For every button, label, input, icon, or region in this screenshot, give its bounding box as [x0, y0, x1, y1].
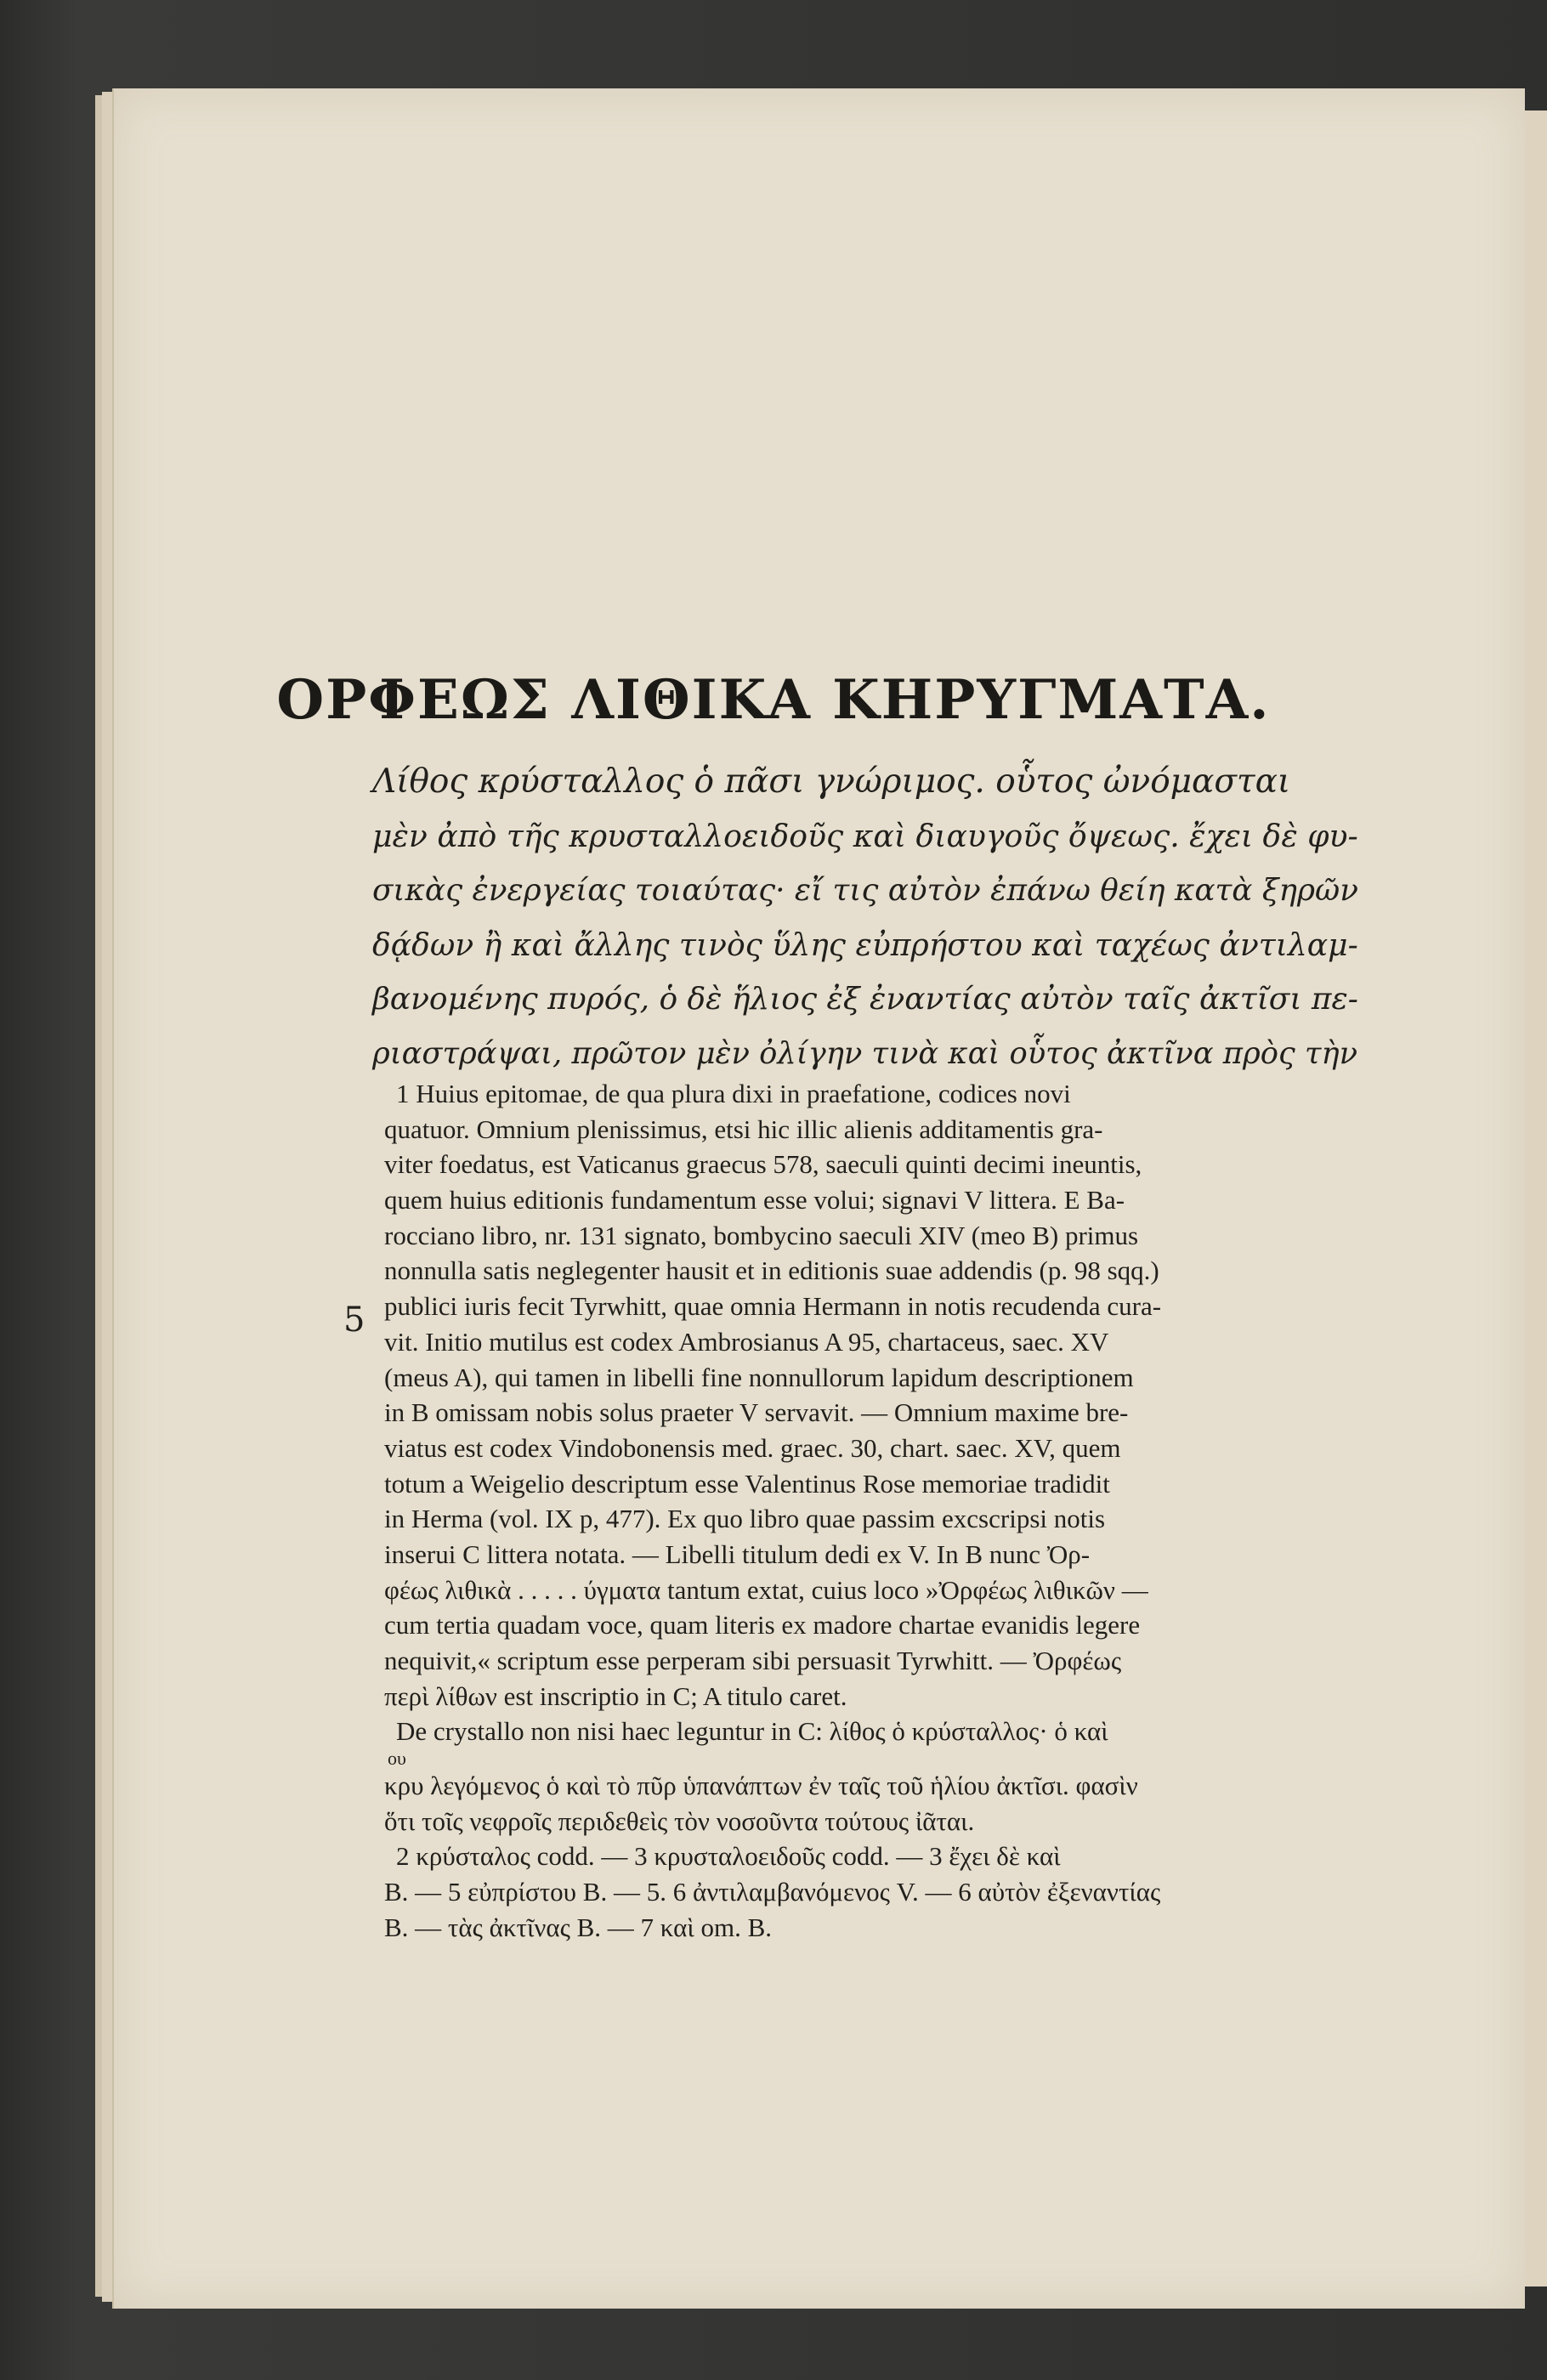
footnote-line: inserui C littera notata. — Libelli titulum dedi ex V. In B nunc Ὀρ- [384, 1538, 1091, 1569]
footnote-line: B. — τὰς ἀκτῖνας B. — 7 καὶ om. B. [384, 1912, 772, 1942]
footnote-line: rocciano libro, nr. 131 signato, bombycino saeculi XIV (meo B) primus [384, 1220, 1139, 1250]
footnote-line: κρυ λεγόμενος ὁ καὶ τὸ πῦρ ὑπανάπτων ἐν ταῖς τοῦ ἡλίου ἀκτῖσι. φασὶν [384, 1771, 1138, 1801]
footnote-line: nonnulla satis neglegenter hausit et in editionis suae addendis (p. 98 sqq.) [384, 1255, 1159, 1286]
greek-line: βανομένης πυρός, ὁ δὲ ἥλιος ἐξ ἐναντίας αὐτὸν ταῖς ἀκτῖσι πε- [372, 982, 1358, 1017]
footnote-line: vit. Initio mutilus est codex Ambrosianus A 95, chartaceus, saec. XV [384, 1326, 1109, 1357]
footnote-line: in B omissam nobis solus praeter V servavit. — Omnium maxime bre- [384, 1397, 1129, 1428]
footnote-line: ὅτι τοῖς νεφροῖς περιδεθεὶς τὸν νοσοῦντα τούτους ἰᾶται. [384, 1805, 975, 1836]
footnote-superscript: ου [388, 1748, 406, 1770]
footnote-line: totum a Weigelio descriptum esse Valentinus Rose memoriae tradidit [384, 1468, 1110, 1499]
footnote-line: viter foedatus, est Vaticanus graecus 578, saeculi quinti decimi ineuntis, [384, 1149, 1142, 1180]
page-title: ΟΡΦΕΩΣ ΛΙΘΙΚΑ ΚΗΡΥΓΜΑΤΑ. [276, 668, 1271, 732]
greek-line: μὲν ἀπὸ τῆς κρυσταλλοειδοῦς καὶ διαυγοῦς ὄψεως. ἔχει δὲ φυ- [372, 818, 1358, 854]
greek-text-block [372, 755, 1358, 1081]
footnote-line: cum tertia quadam voce, quam literis ex madore chartae evanidis legere [384, 1610, 1141, 1640]
footnote-line: quatuor. Omnium plenissimus, etsi hic illic alienis additamentis gra- [384, 1114, 1103, 1144]
footnote-line: viatus est codex Vindobonensis med. graec. 30, chart. saec. XV, quem [384, 1432, 1121, 1463]
footnotes-block [384, 1076, 1353, 1946]
greek-line: δᾴδων ἢ καὶ ἄλλης τινὸς ὕλης εὐπρήστου καὶ ταχέως ἀντιλαμ- [372, 926, 1358, 963]
footnote-line: 2 κρύσταλος codd. — 3 κρυσταλοειδοῦς codd. — 3 ἔχει δὲ καὶ [396, 1841, 1061, 1872]
greek-line: Λίθος κρύσταλλος ὁ πᾶσι γνώριμος. οὗτος ὠνόμασται [372, 762, 1291, 801]
greek-line: σικὰς ἐνεργείας τοιαύτας· εἴ τις αὐτὸν ἐπάνω θείη κατὰ ξηρῶν [372, 873, 1358, 908]
footnote-line: quem huius editionis fundamentum esse volui; signavi V littera. E Ba- [384, 1185, 1125, 1216]
line-number: 5 [343, 1300, 366, 1340]
footnote-line: 1 Huius epitomae, de qua plura dixi in praefatione, codices novi [396, 1079, 1071, 1108]
footnote-line: (meus A), qui tamen in libelli fine nonnullorum lapidum descriptionem [384, 1362, 1134, 1392]
footnote-line: publici iuris fecit Tyrwhitt, quae omnia Hermann in notis recudenda cura- [384, 1291, 1162, 1322]
footnote-line: nequivit,« scriptum esse perperam sibi persuasit Tyrwhitt. — Ὀρφέως [384, 1646, 1122, 1675]
footnote-line: B. — 5 εὐπρίστου B. — 5. 6 ἀντιλαμβανόμενος V. — 6 αὐτὸν ἐξεναντίας [384, 1877, 1161, 1907]
footnote-line: φέως λιθικὰ . . . . . ύγματα tantum extat, cuius loco »Ὀρφέως λιθικῶν — [384, 1574, 1148, 1605]
footnote-line: De crystallo non nisi haec leguntur in C: λίθος ὁ κρύσταλλος· ὁ καὶ [396, 1716, 1108, 1747]
footnote-line: περὶ λίθων est inscriptio in C; A titulo caret. [384, 1680, 847, 1711]
greek-line: ριαστράψαι, πρῶτον μὲν ὀλίγην τινὰ καὶ οὗτος ἀκτῖνα πρὸς τὴν [372, 1036, 1358, 1071]
footnote-line: in Herma (vol. IX p, 477). Ex quo libro quae passim excscripsi notis [384, 1504, 1106, 1534]
